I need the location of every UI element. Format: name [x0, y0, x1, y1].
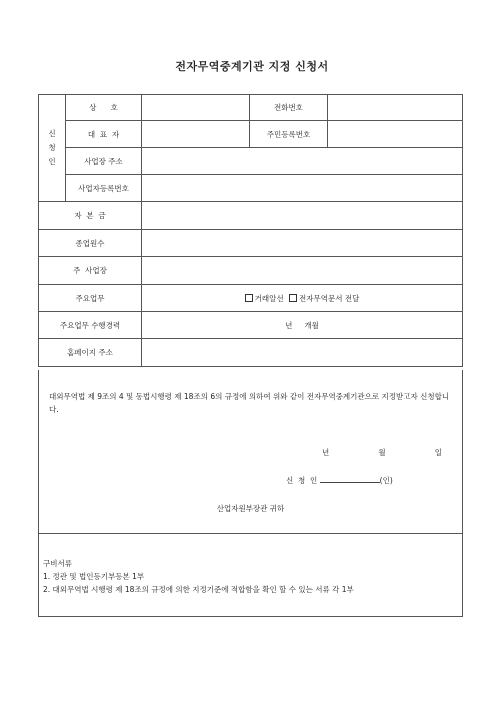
business-address-field[interactable] [142, 148, 463, 175]
date-line[interactable]: 년 월 일 [322, 448, 443, 457]
option-brokerage-label: 거래알선 [254, 293, 284, 303]
homepage-field[interactable] [142, 339, 463, 367]
applicant-group-label: 신 청 인 [39, 95, 66, 202]
seal-label: (인) [379, 476, 393, 485]
business-reg-number-label: 사업자등록번호 [66, 175, 142, 202]
resident-number-label: 주민등록번호 [250, 121, 328, 148]
applicant-signature-line [286, 475, 393, 486]
attachment-item: 1. 정관 및 법인등기부등본 1부 [43, 572, 145, 581]
row-representative [39, 121, 463, 148]
representative-label: 대 표 자 [66, 121, 142, 148]
phone-label: 전화번호 [250, 95, 328, 121]
addressee: 산업자원부장관 귀하 [216, 504, 285, 513]
applicant-sign-label: 신 청 인 [286, 476, 318, 485]
employees-label: 종업원수 [39, 230, 142, 257]
main-business-options [142, 285, 463, 312]
attachments-section [38, 533, 463, 617]
row-business-reg-number [39, 175, 463, 202]
capital-field[interactable] [142, 202, 463, 230]
business-reg-number-field[interactable] [142, 175, 463, 202]
business-address-label: 사업장 주소 [66, 148, 142, 175]
capital-label: 자 본 금 [39, 202, 142, 230]
form-title: 전자무역중계기관 지정 신청서 [175, 60, 329, 73]
attachment-item: 2. 대외무역법 시행령 제 18조의 규정에 의한 지정기준에 적합함을 확인 할 수 있는 서류 각 1부 [43, 585, 354, 594]
checkbox-document-delivery[interactable] [289, 294, 297, 302]
row-business-address [39, 148, 463, 175]
signature-blank[interactable] [320, 476, 380, 483]
experience-label: 주요업무 수행경력 [39, 312, 142, 339]
main-site-label: 주 사업장 [39, 257, 142, 285]
declaration-text: 대외무역법 제 9조의 4 및 동법시행령 제 18조의 6의 규정에 의하여 위와 같이 전자무역중계기관으로 지정받고자 신청합니다. [49, 392, 450, 414]
company-name-field[interactable] [142, 95, 250, 121]
declaration-section [38, 370, 463, 534]
row-employees [39, 230, 463, 257]
row-company-name [39, 95, 463, 121]
row-capital [39, 202, 463, 230]
option-document-delivery-label: 전자무역문서 전달 [299, 293, 360, 303]
employees-field[interactable] [142, 230, 463, 257]
row-main-business [39, 285, 463, 312]
company-name-label: 상 호 [66, 95, 142, 121]
application-table [38, 94, 463, 367]
main-business-label: 주요업무 [39, 285, 142, 312]
resident-number-field[interactable] [328, 121, 463, 148]
row-experience [39, 312, 463, 339]
row-main-site [39, 257, 463, 285]
attachments-title: 구비서류 [43, 559, 72, 568]
phone-field[interactable] [328, 95, 463, 121]
row-homepage [39, 339, 463, 367]
homepage-label: 홈페이지 주소 [39, 339, 142, 367]
checkbox-brokerage[interactable] [245, 294, 253, 302]
representative-field[interactable] [142, 121, 250, 148]
experience-value[interactable]: 년 개월 [142, 312, 463, 339]
main-site-field[interactable] [142, 257, 463, 285]
